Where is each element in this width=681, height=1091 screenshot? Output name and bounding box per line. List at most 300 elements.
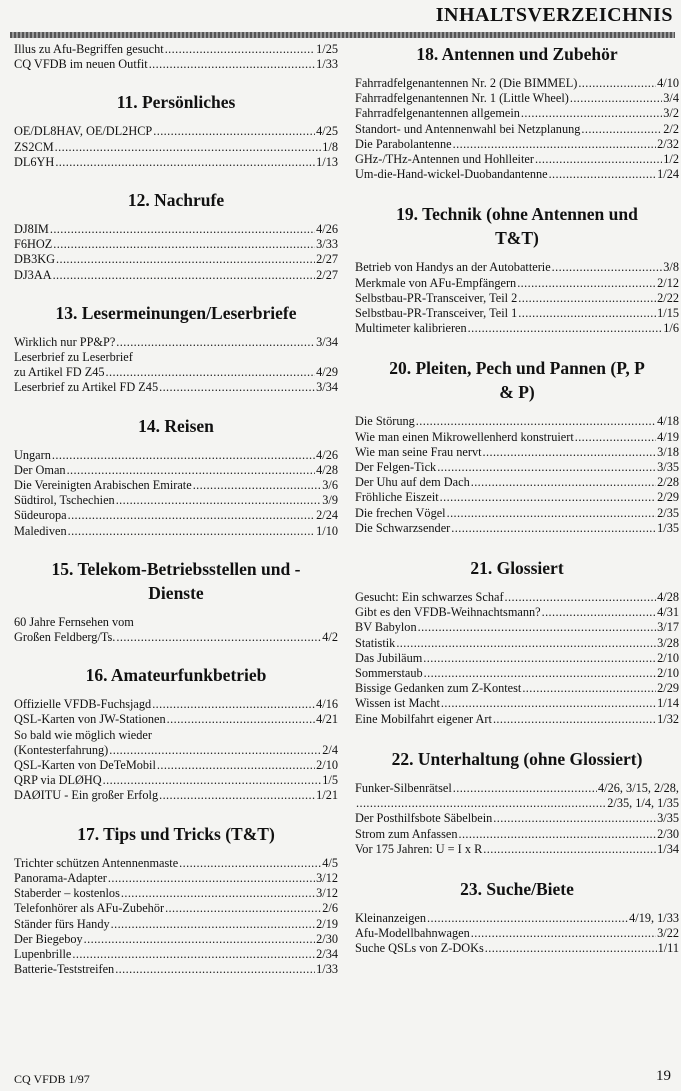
entry-page-ref: 1/35 — [657, 520, 679, 535]
toc-entry — [355, 590, 679, 605]
entry-page-ref: 2/35, 1/4, 1/35 — [607, 796, 679, 811]
dot-leader — [471, 475, 656, 490]
entry-title: Fahrradfelgenantennen Nr. 1 (Little Wheel) — [355, 91, 569, 106]
entry-page-ref: 1/33 — [316, 962, 338, 977]
toc-entry — [355, 490, 679, 505]
toc-entry — [355, 460, 679, 475]
toc-entry — [355, 276, 679, 291]
entry-page-ref: 4/26 — [316, 222, 338, 237]
entry-page-ref: 1/34 — [657, 841, 679, 856]
toc-entry — [355, 260, 679, 275]
entry-page-ref: 4/10 — [657, 76, 679, 90]
entry-title: Südtirol, Tschechien — [14, 493, 115, 508]
entry-page-ref: 1/25 — [316, 42, 338, 56]
toc-entry — [355, 926, 679, 941]
entry-page-ref: 2/35 — [657, 505, 679, 520]
toc-entry — [14, 917, 338, 932]
entry-page-ref: 2/19 — [316, 916, 338, 931]
toc-section — [355, 556, 679, 727]
toc-entry — [14, 57, 338, 72]
entry-title: Ständer fürs Handy — [14, 916, 110, 931]
entry-title: Fahrradfelgenantennen Nr. 2 (Die BIMMEL) — [355, 76, 578, 90]
entry-page-ref: 2/22 — [657, 290, 679, 305]
entry-title: Standort- und Antennenwahl bei Netzplanung — [355, 121, 581, 136]
toc-section — [355, 747, 679, 857]
entry-page-ref: 1/11 — [657, 941, 679, 956]
entry-page-ref: 2/10 — [657, 650, 679, 665]
dot-leader — [396, 636, 656, 651]
toc-entry — [355, 414, 679, 429]
section-heading: 12. Nachrufe — [127, 190, 225, 211]
entry-title: Fahrradfelgenantennen allgemein — [355, 106, 520, 121]
dot-leader — [56, 252, 315, 267]
entry-page-ref: 1/24 — [657, 167, 679, 182]
toc-entry — [14, 237, 338, 252]
entry-page-ref: 3/8 — [663, 260, 679, 275]
toc-entry — [14, 42, 338, 57]
section-heading: 23. Suche/Biete — [460, 878, 574, 899]
toc-entry — [14, 463, 338, 478]
dot-leader — [50, 222, 315, 237]
toc-entry — [355, 911, 679, 926]
entry-page-ref: 3/33 — [316, 237, 338, 252]
toc-entry — [355, 306, 679, 321]
toc-entry — [14, 380, 338, 395]
dot-leader — [518, 291, 656, 306]
toc-entry — [14, 788, 338, 803]
entry-title: Fröhliche Eiszeit — [355, 490, 439, 505]
dot-leader — [116, 493, 322, 508]
entry-title: DL6YH — [14, 154, 55, 169]
dot-leader — [159, 380, 315, 395]
dot-leader — [552, 260, 663, 275]
entry-title: DJ8IM — [14, 222, 49, 237]
entry-page-ref: 1/32 — [657, 711, 679, 726]
entry-title: Staberder – kostenlos — [14, 886, 120, 901]
entry-page-ref: 4/18 — [657, 414, 679, 429]
entry-title: Leserbrief zu Leserbrief — [14, 350, 133, 365]
entry-page-ref: 2/4 — [322, 742, 338, 757]
dot-leader — [440, 490, 656, 505]
toc-entry — [14, 478, 338, 493]
entry-title: Illus zu Afu-Begriffen gesucht — [14, 42, 164, 56]
dot-leader — [108, 871, 315, 886]
entry-title: QSL-Karten von JW-Stationen — [14, 712, 166, 727]
dot-leader — [451, 521, 656, 536]
entry-page-ref: 4/31 — [657, 605, 679, 620]
toc-section — [14, 188, 338, 283]
toc-entry — [14, 728, 338, 743]
page-header — [0, 0, 681, 40]
entry-title: Vor 175 Jahren: U = I x R — [355, 841, 483, 856]
entry-title: DAØITU - Ein großer Erfolg — [14, 788, 159, 803]
entry-page-ref: 1/21 — [316, 788, 338, 803]
toc-section — [355, 877, 679, 957]
dot-leader — [535, 152, 662, 167]
entry-title: Der Biegeboy — [14, 931, 83, 946]
entry-page-ref: 3/34 — [316, 380, 338, 395]
entry-page-ref: 2/27 — [316, 267, 338, 282]
dot-leader — [72, 947, 315, 962]
toc-entry — [14, 932, 338, 947]
toc-section — [14, 663, 338, 803]
entry-page-ref: 3/6 — [322, 478, 338, 493]
dot-leader — [167, 712, 315, 727]
dot-leader — [84, 932, 315, 947]
section-heading: 11. Persönliches — [116, 92, 236, 113]
dot-leader — [578, 76, 656, 91]
toc-entry — [355, 781, 679, 796]
left-column — [14, 42, 338, 977]
toc-entry — [355, 796, 679, 811]
toc-section — [14, 42, 338, 72]
section-heading: 19. Technik (ohne Antennen und T&T) — [396, 204, 638, 249]
toc-section — [14, 822, 338, 978]
section-heading: 21. Glossiert — [470, 558, 564, 579]
toc-section — [355, 202, 679, 336]
toc-section — [14, 90, 338, 170]
entry-title: Die Schwarzsender — [355, 520, 451, 535]
toc-entry — [355, 76, 679, 91]
entry-page-ref: 3/12 — [316, 870, 338, 885]
entry-page-ref: 3/18 — [657, 444, 679, 459]
entry-page-ref: 2/29 — [657, 490, 679, 505]
entry-page-ref: 3/12 — [316, 886, 338, 901]
toc-entry — [355, 167, 679, 182]
dot-leader — [68, 508, 316, 523]
entry-page-ref: 1/5 — [322, 773, 338, 788]
entry-page-ref: 4/21 — [316, 712, 338, 727]
toc-entry — [355, 681, 679, 696]
entry-title: Die Parabolantenne — [355, 136, 452, 151]
entry-page-ref: 1/33 — [316, 57, 338, 72]
toc-entry — [14, 871, 338, 886]
entry-title: Malediven — [14, 523, 67, 538]
entry-page-ref: 4/29 — [316, 365, 338, 380]
dot-leader — [570, 91, 662, 106]
entry-page-ref: 4/2 — [322, 630, 338, 645]
dot-leader — [458, 827, 656, 842]
entry-page-ref: 4/16 — [316, 697, 338, 712]
entry-page-ref: 2/10 — [657, 666, 679, 681]
dot-leader — [52, 448, 315, 463]
issue-footer: CQ VFDB 1/97 — [14, 1072, 90, 1086]
entry-title: Telefonhörer als AFu-Zubehör — [14, 901, 165, 916]
entry-title: Multimeter kalibrieren — [355, 321, 467, 336]
toc-entry — [355, 506, 679, 521]
toc-entry — [14, 252, 338, 267]
toc-entry — [355, 445, 679, 460]
dot-leader — [111, 917, 316, 932]
entry-page-ref: 3/35 — [657, 460, 679, 475]
toc-entry — [355, 291, 679, 306]
entry-page-ref: 2/6 — [322, 901, 338, 916]
section-heading: 20. Pleiten, Pech und Pannen (P, P & P) — [389, 358, 645, 403]
toc-entry — [14, 140, 338, 155]
entry-page-ref: 1/14 — [657, 696, 679, 711]
entry-title: Um-die-Hand-wickel-Duobandantenne — [355, 167, 548, 182]
entry-title: Leserbrief zu Artikel FD Z45 — [14, 380, 159, 395]
page-number: 19 — [656, 1068, 671, 1084]
toc-entry — [14, 124, 338, 139]
dot-leader — [53, 268, 316, 283]
right-column — [355, 42, 679, 957]
toc-entry — [14, 773, 338, 788]
toc-entry — [14, 712, 338, 727]
entry-title: Lupenbrille — [14, 946, 72, 961]
toc-entry — [355, 430, 679, 445]
dot-leader — [575, 430, 656, 445]
entry-page-ref: 4/25 — [316, 124, 338, 139]
toc-entry — [355, 941, 679, 956]
toc-entry — [14, 350, 338, 365]
dot-leader — [165, 42, 315, 57]
entry-title: Der Oman — [14, 462, 66, 477]
toc-entry — [14, 697, 338, 712]
dot-leader — [493, 811, 656, 826]
dot-leader — [55, 155, 315, 170]
toc-entry — [355, 152, 679, 167]
entry-page-ref: 1/2 — [663, 152, 679, 167]
entry-title: Die frechen Vögel — [355, 505, 446, 520]
toc-entry — [14, 222, 338, 237]
entry-page-ref: 1/15 — [657, 306, 679, 321]
dot-leader — [471, 926, 656, 941]
toc-entry — [14, 524, 338, 539]
entry-title: Eine Mobilfahrt eigener Art — [355, 711, 492, 726]
dot-leader — [157, 758, 315, 773]
dot-leader — [193, 478, 322, 493]
dot-leader — [116, 335, 315, 350]
toc-entry — [14, 508, 338, 523]
entry-title: CQ VFDB im neuen Outfit — [14, 57, 148, 72]
entry-page-ref: 3/17 — [657, 620, 679, 635]
dot-leader — [67, 463, 316, 478]
dot-leader — [453, 137, 656, 152]
dot-leader — [441, 696, 656, 711]
dot-leader — [521, 106, 662, 121]
entry-page-ref: 4/26, 3/15, 2/28, — [598, 780, 679, 795]
toc-entry — [355, 475, 679, 490]
toc-entry — [14, 962, 338, 977]
entry-page-ref: 4/28 — [657, 590, 679, 605]
toc-entry — [355, 811, 679, 826]
entry-page-ref: 2/29 — [657, 681, 679, 696]
toc-entry — [14, 493, 338, 508]
entry-title: Wie man seine Frau nervt — [355, 444, 482, 459]
section-heading: 22. Unterhaltung (ohne Glossiert) — [391, 748, 643, 769]
toc-entry — [355, 521, 679, 536]
dot-leader — [423, 651, 656, 666]
entry-page-ref: 2/2 — [663, 121, 679, 136]
dot-leader — [517, 276, 656, 291]
section-heading: 13. Lesermeinungen/Leserbriefe — [55, 302, 297, 323]
toc-entry — [355, 137, 679, 152]
entry-page-ref: 2/30 — [316, 931, 338, 946]
toc-entry — [355, 605, 679, 620]
entry-page-ref: 3/34 — [316, 334, 338, 349]
entry-title: QRP via DLØHQ — [14, 773, 102, 788]
dot-leader — [68, 524, 316, 539]
entry-page-ref: 3/4 — [663, 91, 679, 106]
entry-title: Die Störung — [355, 414, 415, 429]
toc-entry — [355, 712, 679, 727]
toc-entry — [14, 901, 338, 916]
toc-entry — [14, 448, 338, 463]
entry-page-ref: 4/19 — [657, 429, 679, 444]
entry-page-ref: 2/12 — [657, 275, 679, 290]
toc-entry — [355, 122, 679, 137]
entry-page-ref: 2/34 — [316, 946, 338, 961]
dot-leader — [55, 140, 322, 155]
entry-title: Kleinanzeigen — [355, 910, 427, 925]
entry-title: Südeuropa — [14, 508, 67, 523]
entry-page-ref: 4/26 — [316, 447, 338, 462]
toc-entry — [355, 636, 679, 651]
entry-page-ref: 3/2 — [663, 106, 679, 121]
dot-leader — [505, 590, 657, 605]
entry-title: Wissen ist Macht — [355, 696, 440, 711]
dot-leader — [103, 773, 322, 788]
entry-page-ref: 2/24 — [316, 508, 338, 523]
entry-page-ref: 2/30 — [657, 826, 679, 841]
entry-title: Afu-Modellbahnwagen — [355, 926, 470, 941]
entry-title: Der Posthilfsbote Säbelbein — [355, 811, 493, 826]
toc-entry — [355, 696, 679, 711]
dot-leader — [153, 124, 315, 139]
toc-section — [355, 42, 679, 182]
entry-title: Trichter schützen Antennenmaste — [14, 855, 179, 870]
toc-entry — [14, 630, 338, 645]
dot-leader — [542, 605, 657, 620]
toc-section — [14, 414, 338, 539]
dot-leader — [418, 620, 657, 635]
dot-leader — [416, 414, 656, 429]
toc-entry — [14, 886, 338, 901]
toc-entry — [355, 842, 679, 857]
toc-entry — [14, 947, 338, 962]
dot-leader — [152, 697, 315, 712]
entry-page-ref: 1/10 — [316, 523, 338, 538]
entry-title: zu Artikel FD Z45 — [14, 365, 105, 380]
toc-entry — [14, 758, 338, 773]
entry-title: Sommerstaub — [355, 666, 423, 681]
dot-leader — [483, 842, 656, 857]
entry-title: Gibt es den VFDB-Weihnachtsmann? — [355, 605, 541, 620]
toc-entry — [14, 155, 338, 170]
section-heading: 18. Antennen und Zubehör — [416, 44, 618, 64]
entry-title: (Kontesterfahrung) — [14, 742, 109, 757]
entry-page-ref: 3/22 — [657, 926, 679, 941]
dot-leader — [159, 788, 315, 803]
entry-title: Wirklich nur PP&P? — [14, 334, 116, 349]
dot-leader — [518, 306, 656, 321]
entry-title: Der Felgen-Tick — [355, 460, 437, 475]
dot-leader — [53, 237, 315, 252]
entry-title: 60 Jahre Fernsehen vom — [14, 614, 134, 629]
entry-page-ref: 2/28 — [657, 475, 679, 490]
dot-leader — [165, 901, 321, 916]
dot-leader — [447, 506, 657, 521]
toc-section — [14, 557, 338, 645]
dot-leader — [522, 681, 656, 696]
entry-title: OE/DL8HAV, OE/DL2HCP — [14, 124, 153, 139]
dot-leader — [468, 321, 663, 336]
entry-page-ref: 2/27 — [316, 252, 338, 267]
entry-title: Strom zum Anfassen — [355, 826, 458, 841]
dot-leader — [179, 856, 321, 871]
entry-title: Wie man einen Mikrowellenherd konstruiert — [355, 429, 574, 444]
section-heading: 14. Reisen — [138, 415, 214, 436]
entry-title: DB3KG — [14, 252, 55, 267]
dot-leader — [121, 886, 315, 901]
entry-title: So bald wie möglich wieder — [14, 727, 152, 742]
entry-page-ref: 1/13 — [316, 154, 338, 169]
toc-entry — [355, 651, 679, 666]
toc-entry — [14, 335, 338, 350]
entry-title: Ungarn — [14, 447, 51, 462]
entry-title: Großen Feldberg/Ts. — [14, 630, 116, 645]
entry-title: Funker-Silbenrätsel — [355, 780, 452, 795]
dot-leader — [427, 911, 628, 926]
entry-page-ref: 3/28 — [657, 635, 679, 650]
entry-title: Gesucht: Ein schwarzes Schaf — [355, 590, 504, 605]
toc-section — [355, 356, 679, 536]
toc-entry — [355, 827, 679, 842]
entry-page-ref: 1/6 — [663, 321, 679, 336]
entry-title: Der Uhu auf dem Dach — [355, 475, 470, 490]
toc-entry — [355, 91, 679, 106]
dot-leader — [483, 445, 657, 460]
entry-title: Selbstbau-PR-Transceiver, Teil 1 — [355, 306, 518, 321]
dot-leader — [109, 743, 321, 758]
page-title: INHALTSVERZEICHNIS — [435, 4, 673, 26]
toc-entry — [14, 856, 338, 871]
toc-section — [14, 301, 338, 396]
header-rule — [10, 32, 675, 38]
entry-title: Statistik — [355, 635, 396, 650]
entry-title: Offizielle VFDB-Fuchsjagd — [14, 697, 152, 712]
entry-page-ref: 4/28 — [316, 462, 338, 477]
dot-leader — [437, 460, 656, 475]
toc-entry — [355, 666, 679, 681]
dot-leader — [549, 167, 657, 182]
dot-leader — [106, 365, 316, 380]
entry-page-ref: 4/5 — [322, 855, 338, 870]
dot-leader — [356, 796, 606, 811]
dot-leader — [453, 781, 597, 796]
dot-leader — [581, 122, 662, 137]
entry-title: ZS2CM — [14, 139, 54, 154]
dot-leader — [149, 57, 315, 72]
entry-page-ref: 1/8 — [322, 139, 338, 154]
entry-page-ref: 2/10 — [316, 758, 338, 773]
section-heading: 16. Amateurfunkbetrieb — [85, 665, 267, 686]
entry-title: Das Jubiläum — [355, 650, 423, 665]
entry-page-ref: 3/35 — [657, 811, 679, 826]
entry-page-ref: 4/19, 1/33 — [629, 910, 679, 925]
entry-title: Bissige Gedanken zum Z-Kontest — [355, 681, 522, 696]
dot-leader — [485, 941, 657, 956]
entry-title: BV Babylon — [355, 620, 417, 635]
entry-title: GHz-/THz-Antennen und Hohlleiter — [355, 152, 534, 167]
entry-page-ref: 3/9 — [322, 493, 338, 508]
entry-title: Merkmale von AFu-Empfängern — [355, 275, 517, 290]
section-heading: 17. Tips und Tricks (T&T) — [77, 823, 275, 844]
toc-entry — [14, 615, 338, 630]
dot-leader — [115, 962, 315, 977]
toc-entry — [355, 620, 679, 635]
